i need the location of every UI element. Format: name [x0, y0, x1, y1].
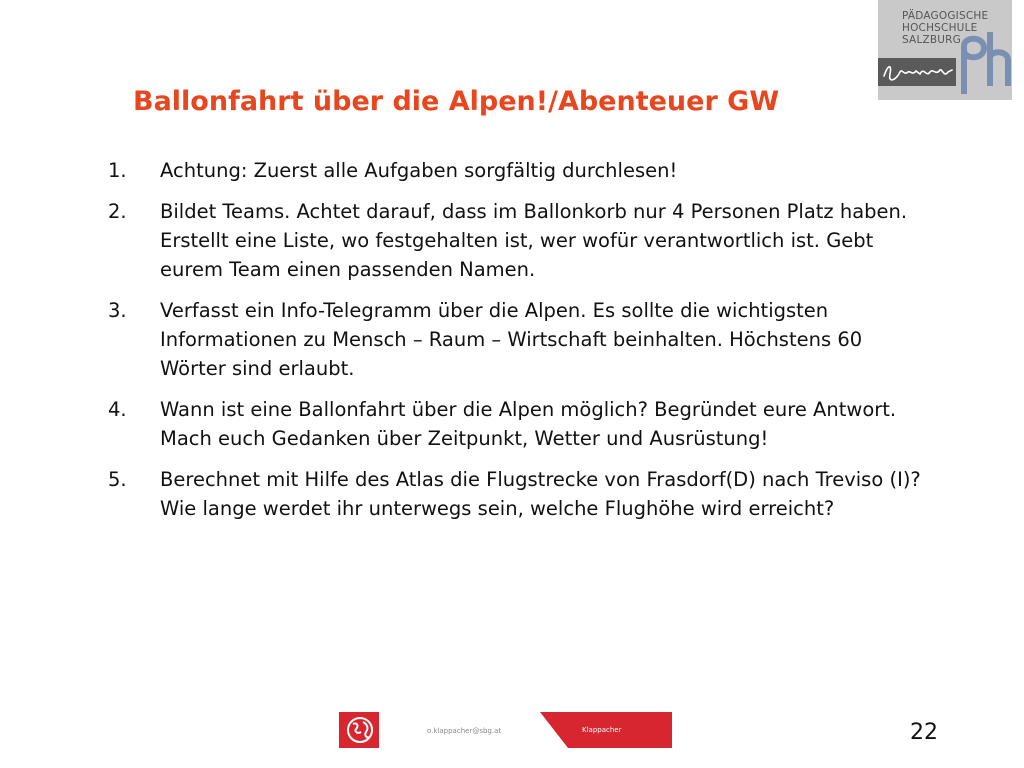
item-number: 5. [108, 468, 127, 491]
list-item [108, 197, 928, 284]
list-item [108, 395, 928, 453]
slide-title: Ballonfahrt über die Alpen!/Abenteuer GW [133, 86, 780, 117]
item-number: 3. [108, 299, 127, 322]
task-list [108, 156, 928, 535]
logo-line: PÄDAGOGISCHE [902, 10, 989, 22]
list-item [108, 465, 928, 523]
item-text: Verfasst ein Info-Telegramm über die Alpen. Es sollte die wichtigsten Informationen zu Mensch – Raum – Wirtschaft beinhalten. Höchstens 60 Wörter sind erlaubt. [160, 299, 863, 380]
logo-line: HOCHSCHULE [902, 22, 978, 34]
list-item [108, 156, 928, 185]
page-number: 22 [910, 720, 938, 745]
institution-logo [878, 0, 1012, 100]
item-text: Achtung: Zuerst alle Aufgaben sorgfältig durchlesen! [160, 159, 678, 182]
item-number: 4. [108, 398, 127, 421]
footer-band-label: Klappacher [582, 726, 622, 734]
item-number: 1. [108, 159, 127, 182]
signature-image [878, 58, 956, 86]
globe-icon [339, 712, 379, 748]
logo-line: SALZBURG [902, 34, 962, 46]
ph-monogram-image [956, 28, 1012, 94]
list-item [108, 296, 928, 383]
item-text: Bildet Teams. Achtet darauf, dass im Ballonkorb nur 4 Personen Platz haben. Erstellt eine Liste, wo festgehalten ist, wer wofür verantwortlich ist. Gebt eurem Team einen passenden Namen. [160, 200, 908, 281]
footer-email: o.klappacher@sbg.at [427, 727, 502, 735]
item-number: 2. [108, 200, 127, 223]
item-text: Berechnet mit Hilfe des Atlas die Flugstrecke von Frasdorf(D) nach Treviso (I)? Wie lange werdet ihr unterwegs sein, welche Flughöhe wird erreicht? [160, 468, 921, 520]
item-text: Wann ist eine Ballonfahrt über die Alpen möglich? Begründet eure Antwort. Mach euch Gedanken über Zeitpunkt, Wetter und Ausrüstung! [160, 398, 897, 450]
